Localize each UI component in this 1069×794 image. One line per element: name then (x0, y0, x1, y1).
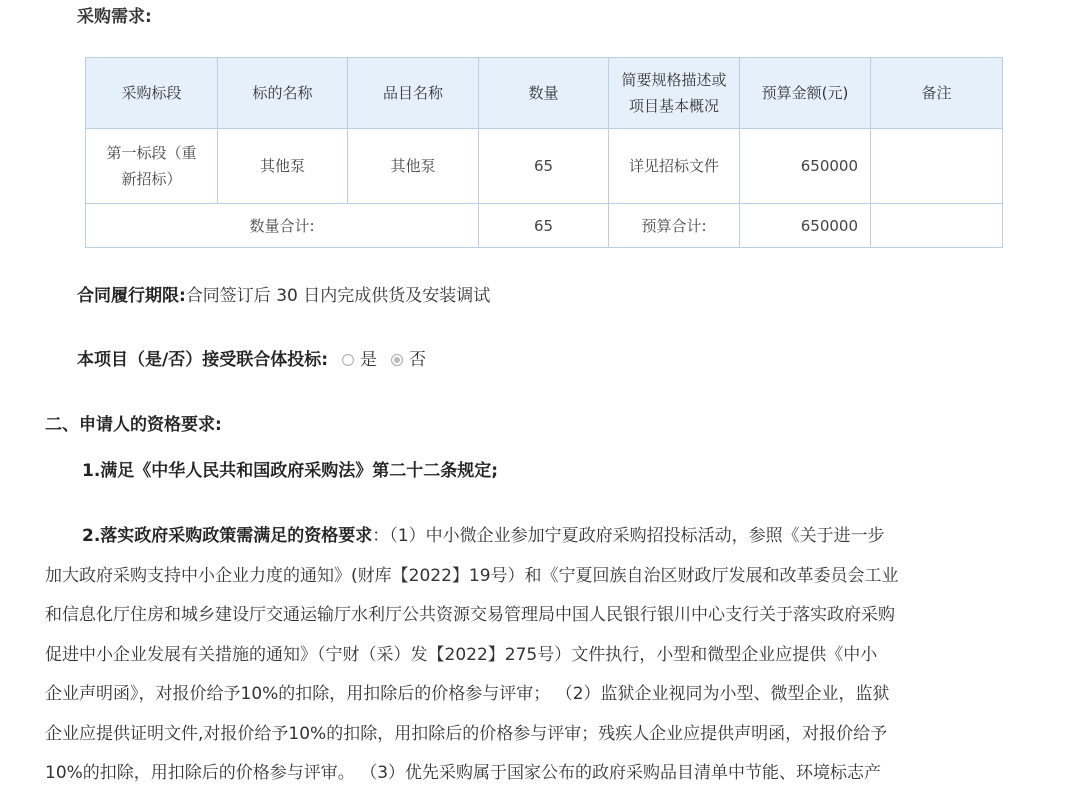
qualification-title-text: 二、申请人的资格要求: (45, 415, 222, 435)
cell-subject: 其他泵 (218, 129, 348, 204)
header-budget: 预算金额(元) (740, 58, 871, 129)
header-item: 品目名称 (348, 58, 479, 129)
requirement-1-text: 1.满足《中华人民共和国政府采购法》第二十二条规定; (82, 461, 499, 481)
requirement-2-line: 企业应提供证明文件,对报价给予10%的扣除，用扣除后的价格参与评审；残疾人企业应提供声明函，对报价给予 (45, 723, 888, 744)
cell-item: 其他泵 (348, 129, 479, 204)
contract-period-label: 合同履行期限: (77, 286, 186, 306)
cell-lot-line2: 新招标） (121, 170, 182, 188)
header-spec: 简要规格描述或项目基本概况 (609, 58, 740, 129)
radio-yes-label: 是 (360, 350, 378, 370)
requirement-1 (82, 456, 498, 481)
cell-remark (871, 129, 1003, 204)
requirement-2 (45, 517, 1020, 794)
procurement-table (85, 57, 1003, 248)
table-header-row (86, 58, 1003, 129)
cell-qty-total-value: 65 (479, 204, 609, 248)
radio-no[interactable] (391, 354, 403, 366)
cell-qty-total-label: 数量合计: (86, 204, 479, 248)
requirement-2-line: 和信息化厅住房和城乡建设厅交通运输厅水利厅公共资源交易管理局中国人民银行银川中心支行关于落实政府采购 (45, 605, 895, 625)
table-row (86, 129, 1003, 204)
cell-quantity: 65 (479, 129, 609, 204)
cell-lot-line1: 第一标段（重 (106, 144, 197, 162)
cell-budget-total-label: 预算合计: (609, 204, 740, 248)
requirement-2-line: 加大政府采购支持中小企业力度的通知》(财库【2022】19号）和《宁夏回族自治区财政厅发展和改革委员会工业 (45, 565, 899, 586)
header-lot: 采购标段 (86, 58, 218, 129)
radio-no-label: 否 (409, 350, 427, 370)
header-remark: 备注 (871, 58, 1003, 129)
requirement-2-line: 10%的扣除，用扣除后的价格参与评审。 （3）优先采购属于国家公布的政府采购品目清单中节能、环境标志产 (45, 763, 882, 783)
contract-period-value: 合同签订后 30 日内完成供货及安装调试 (185, 286, 491, 306)
header-quantity: 数量 (479, 58, 609, 129)
requirement-2-label: 2.落实政府采购政策需满足的资格要求 (82, 526, 373, 546)
header-subject: 标的名称 (218, 58, 348, 129)
radio-yes[interactable] (342, 354, 354, 366)
section-title: 采购需求: (77, 7, 152, 27)
requirement-2-line: 促进中小企业发展有关措施的通知》（宁财（采）发【2022】275号）文件执行，小型和微型企业应提供《中小 (45, 644, 878, 665)
cell-lot (86, 129, 218, 204)
requirement-2-line: 企业声明函》，对报价给予10%的扣除，用扣除后的价格参与评审； （2）监狱企业视同为小型、微型企业，监狱 (45, 684, 890, 704)
requirement-2-text: ：（1）中小微企业参加宁夏政府采购招投标活动，参照《关于进一步 (372, 526, 885, 546)
cell-total-remark (871, 204, 1003, 248)
qualification-title (45, 410, 222, 435)
requirement-2-line (45, 517, 1020, 557)
consortium-label: 本项目（是/否）接受联合体投标: (77, 350, 329, 370)
cell-budget-total-value: 650000 (740, 204, 871, 248)
cell-budget: 650000 (740, 129, 871, 204)
consortium-bid (77, 345, 426, 370)
cell-spec: 详见招标文件 (609, 129, 740, 204)
table-total-row (86, 204, 1003, 248)
contract-period (77, 281, 490, 306)
